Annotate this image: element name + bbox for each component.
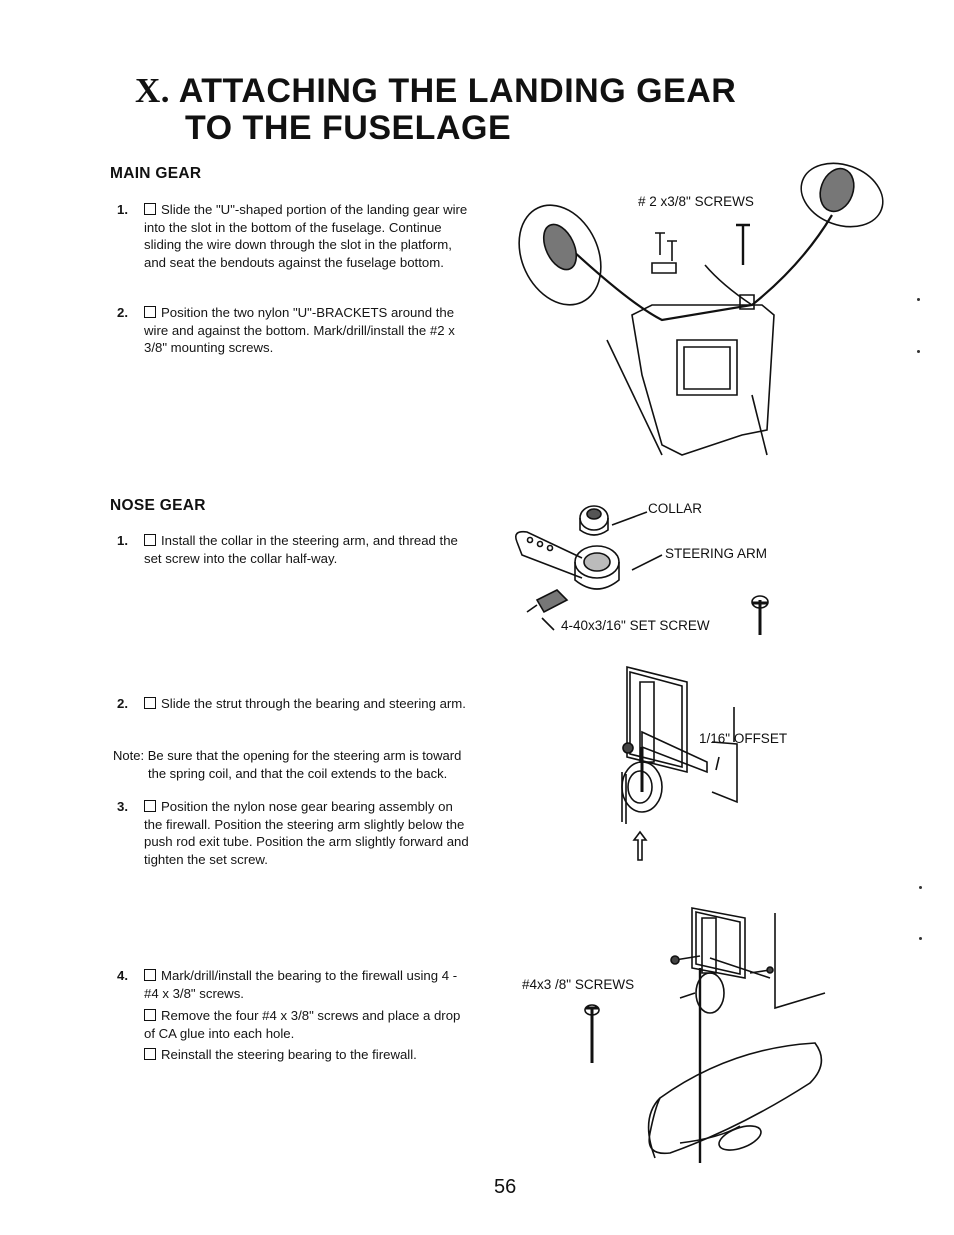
note-line-1: Be sure that the opening for the steering arm is toward — [147, 748, 462, 763]
step-number: 2. — [117, 696, 128, 711]
checkbox[interactable] — [144, 203, 156, 215]
step-number: 1. — [117, 202, 128, 217]
step-number: 3. — [117, 799, 128, 814]
set-screw-label: 4-40x3/16" SET SCREW — [561, 618, 710, 633]
nose-gear-note — [113, 747, 473, 782]
main-gear-step-1 — [117, 201, 470, 271]
step-text: Position the nylon nose gear bearing assembly on the firewall. Position the steering arm slightly below the push rod exit tube. Position the arm slightly forward and tighten the set screw. — [144, 799, 469, 867]
step-text: Mark/drill/install the bearing to the firewall using 4 - #4 x 3/8" screws. — [144, 968, 458, 1001]
nose-gear-bearing-illustration — [612, 662, 752, 872]
checkbox[interactable] — [144, 306, 156, 318]
main-gear-heading: MAIN GEAR — [110, 165, 202, 182]
nose-gear-substep-2 — [144, 1046, 474, 1064]
nose-gear-step-2 — [117, 695, 474, 713]
scan-speck — [917, 350, 920, 353]
main-gear-screws-label: # 2 x3/8" SCREWS — [638, 194, 754, 209]
nose-gear-step-1 — [117, 532, 474, 567]
section-number: X. — [135, 71, 171, 110]
step-text: Slide the strut through the bearing and steering arm. — [161, 696, 466, 711]
step-number: 1. — [117, 533, 128, 548]
scan-speck — [919, 937, 922, 940]
nose-gear-step-4 — [117, 967, 474, 1002]
checkbox[interactable] — [144, 800, 156, 812]
step-text: Position the two nylon "U"-BRACKETS around the wire and against the bottom. Mark/drill/install the #2 x 3/8" mounting screws. — [144, 305, 455, 355]
step-text: Remove the four #4 x 3/8" screws and place a drop of CA glue into each hole. — [144, 1008, 461, 1041]
step-text: Slide the "U"-shaped portion of the landing gear wire into the slot in the bottom of the fuselage. Continue sliding the wire down through the slot in the platform, and seat the bendouts against the fuselage bottom. — [144, 202, 468, 270]
scan-speck — [917, 298, 920, 301]
offset-label: 1/16" OFFSET — [699, 731, 788, 746]
nose-gear-substep-1 — [144, 1007, 474, 1042]
checkbox[interactable] — [144, 697, 156, 709]
scan-speck — [919, 886, 922, 889]
step-text: Install the collar in the steering arm, and thread the set screw into the collar half-way. — [144, 533, 458, 566]
main-gear-step-2 — [117, 304, 470, 357]
nose-gear-heading: NOSE GEAR — [110, 497, 206, 514]
steering-arm-label: STEERING ARM — [665, 546, 768, 561]
collar-label: COLLAR — [648, 501, 703, 516]
title-line-1: ATTACHING THE LANDING GEAR — [178, 72, 737, 110]
note-line-2: the spring coil, and that the coil extends to the back. — [148, 765, 448, 781]
step-number: 4. — [117, 968, 128, 983]
checkbox[interactable] — [144, 1048, 156, 1060]
checkbox[interactable] — [144, 1009, 156, 1021]
nose-gear-step-3 — [117, 798, 474, 868]
firewall-screws-label: #4x3 /8" SCREWS — [522, 977, 635, 992]
step-number: 2. — [117, 305, 128, 320]
firewall-nose-wheel-illustration — [580, 898, 825, 1168]
note-prefix: Note: — [113, 748, 145, 763]
page-number: 56 — [494, 1176, 517, 1198]
step-text: Reinstall the steering bearing to the firewall. — [161, 1047, 417, 1062]
title-line-2: TO THE FUSELAGE — [185, 109, 512, 147]
checkbox[interactable] — [144, 534, 156, 546]
page-title — [135, 72, 835, 147]
checkbox[interactable] — [144, 969, 156, 981]
